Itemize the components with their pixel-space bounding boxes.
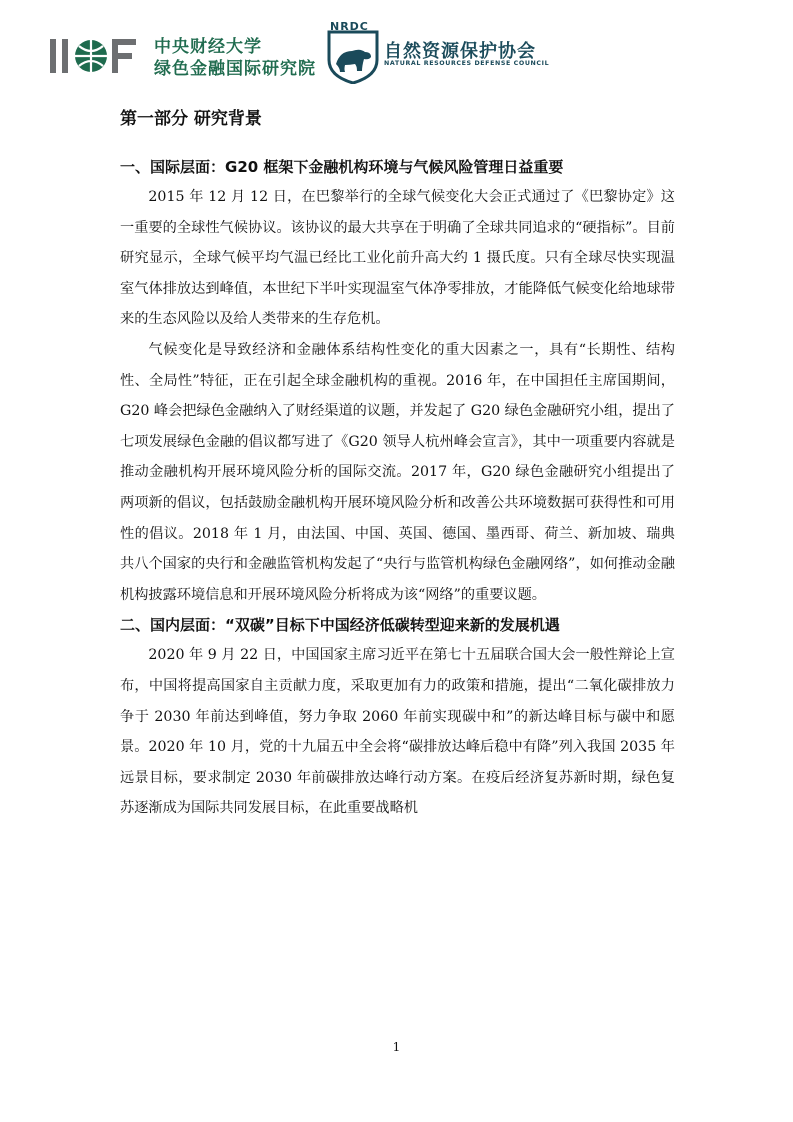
paragraph: 2015 年 12 月 12 日，在巴黎举行的全球气候变化大会正式通过了《巴黎协定》这一重要的全球性气候协议。该协议的最大共享在于明确了全球共同追求的“硬指标”。目前研究显示，全球气候平均气温已经比工业化前升高大约 1 摄氏度。只有全球尽快实现温室气体排放达到峰值，本世纪下半叶实现温室气体净零排放，才能降低气候变化给地球带来的生态风险以及给人类带来的生存危机。 <box>120 189 675 328</box>
page-number: 1 <box>392 1040 401 1054</box>
paragraph: 2020 年 9 月 22 日，中国国家主席习近平在第七十五届联合国大会一般性辩论上宣布，中国将提高国家自主贡献力度，采取更加有力的政策和措施，提出“二氧化碳排放力争于 2030 年前达到峰值，努力争取 2060 年前实现碳中和”的新达峰目标与碳中和愿景。2020 年 10 月，党的十九届五中全会将“碳排放达峰后稳中有降”列入我国 2035 年远景目标，要求制定 2030 年前碳排放达峰行动方案。在疫后经济复苏新时期，绿色复苏逐渐成为国际共同发展目标，在此重要战略机 <box>120 647 675 817</box>
page-header <box>0 0 793 95</box>
section-heading-international: 一、国际层面：G20 框架下金融机构环境与气候风险管理日益重要 <box>120 158 564 176</box>
nrdc-name-en: NATURAL RESOURCES DEFENSE COUNCIL <box>384 60 550 67</box>
iigf-name-line2: 绿色金融国际研究院 <box>154 59 316 79</box>
iigf-logo <box>50 38 146 80</box>
iigf-logo-mark <box>50 38 146 76</box>
document-body <box>120 104 675 824</box>
paragraph: 气候变化是导致经济和金融体系结构性变化的重大因素之一，具有“长期性、结构性、全局性”特征，正在引起全球金融机构的重视。2016 年，在中国担任主席国期间，G20 峰会把绿色金融纳入了财经渠道的议题，并发起了 G20 绿色金融研究小组，提出了七项发展绿色金融的倡议都写进了《G20 领导人杭州峰会宣言》，其中一项重要内容就是推动金融机构开展环境风险分析的国际交流。2017 年，G20 绿色金融研究小组提出了两项新的倡议，包括鼓励金融机构开展环境风险分析和改善公共环境数据可获得性和可用性的倡议。2018 年 1 月，由法国、中国、英国、德国、墨西哥、荷兰、新加坡、瑞典共八个国家的央行和金融监管机构发起了“央行与监管机构绿色金融网络”，如何推动金融机构披露环境信息和开展环境风险分析将成为该“网络”的重要议题。 <box>120 341 675 603</box>
nrdc-name-cn: 自然资源保护协会 <box>384 41 536 62</box>
part-title: 第一部分 研究背景 <box>120 109 262 129</box>
section-heading-domestic: 二、国内层面：“双碳”目标下中国经济低碳转型迎来新的发展机遇 <box>120 616 560 635</box>
nrdc-abbreviation: NRDC <box>330 20 369 33</box>
iigf-name-line1: 中央财经大学 <box>154 37 262 57</box>
iigf-name <box>154 36 316 80</box>
